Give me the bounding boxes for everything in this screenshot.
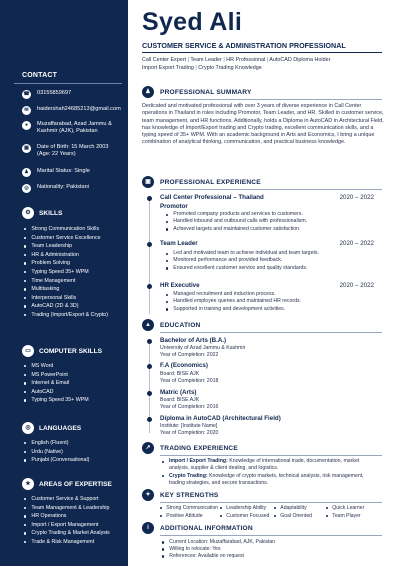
list-item: Ensured excellent customer service and quality standards. (166, 265, 319, 272)
skills-title: SKILLS (39, 209, 63, 217)
degree-title: F.A (Economics) (160, 362, 208, 369)
job-points (166, 250, 319, 272)
list-item: Import / Export Management (24, 521, 110, 530)
computer-skills-title: COMPUTER SKILLS (39, 347, 103, 355)
timeline-dot (147, 242, 152, 247)
marital-text: Marital Status: Single (37, 168, 90, 174)
list-item: Monitored performance and provided feedback. (166, 257, 319, 264)
list-item: Customer Service & Support (24, 495, 110, 504)
tag: Call Center Expert (142, 57, 187, 63)
list-item: MS PowerPoint (24, 371, 89, 380)
header-divider (142, 52, 382, 53)
strengths-title: KEY STRENGTHS (160, 491, 219, 499)
additional-divider (160, 535, 382, 536)
timeline-dot (147, 196, 152, 201)
contact-marital (22, 168, 127, 177)
list-item: Typing Speed 35+ WPM (24, 396, 89, 405)
handshake-icon: ✦ (142, 489, 154, 501)
list-item: Crypto Trading & Market Analysis (24, 529, 110, 538)
star-icon: ★ (22, 478, 34, 490)
degree-institute: Board: BISE AJK (160, 397, 200, 403)
email-text: haidershah24685213@gmail.com (37, 106, 121, 112)
experience-title: PROFESSIONAL EXPERIENCE (160, 178, 261, 186)
graduation-cap-icon: ▲ (142, 319, 154, 331)
list-item: Punjabi (Conversational) (24, 456, 89, 465)
strength-item: Leadership Ability (220, 505, 274, 511)
dob-text: Date of Birth: 15 March 2003 (Age: 22 Years) (37, 144, 109, 157)
education-heading (142, 319, 201, 331)
tag: HR Professional (226, 57, 266, 63)
contact-heading: CONTACT (22, 72, 58, 79)
experience-timeline (149, 196, 150, 314)
trading-title: TRADING EXPERIENCE (160, 444, 238, 452)
skills-list (24, 225, 108, 320)
list-item: Managed recruitment and induction process. (166, 291, 301, 298)
list-item: Team Management & Leadership (24, 504, 110, 513)
summary-title: PROFESSIONAL SUMMARY (160, 88, 252, 96)
person-icon: ♟ (22, 168, 31, 177)
summary-divider (160, 99, 382, 100)
languages-list (24, 439, 89, 465)
skills-heading (22, 207, 62, 219)
contact-dob (22, 144, 117, 158)
briefcase-icon: ▣ (142, 176, 154, 188)
degree-title: Diploma in AutoCAD (Architectural Field) (160, 415, 281, 422)
list-item: Current Location: Muzaffarabad, AJK, Pakistan (162, 539, 275, 546)
computer-skills-heading (22, 345, 102, 357)
list-item: Trade & Risk Management (24, 538, 110, 547)
strength-item: Quick Learner (326, 505, 376, 511)
experience-heading (142, 176, 261, 188)
list-item: Internet & Email (24, 379, 89, 388)
degree-year: Year of Completion: 2020 (160, 430, 219, 436)
strength-item: Goal Oriented (274, 513, 326, 519)
list-item: Trading (Import/Export & Crypto) (24, 311, 108, 320)
tag: Import Export Trading (142, 65, 194, 71)
list-item: Time Management (24, 277, 108, 286)
trading-list (162, 458, 376, 487)
expertise-title: AREAS OF EXPERTISE (39, 480, 112, 488)
list-item: Promoted company products and services to customers. (166, 211, 307, 218)
contact-divider (14, 83, 122, 84)
summary-heading (142, 86, 252, 98)
globe-icon: ◎ (22, 422, 34, 434)
languages-title: LANGUAGES (39, 424, 82, 432)
email-icon: ✉ (22, 106, 31, 115)
degree-institute: University of Azad Jammu & Kashmir (160, 345, 246, 351)
experience-divider (160, 189, 382, 190)
job-title: Team Leader (160, 240, 198, 247)
additional-title: ADDITIONAL INFORMATION (160, 524, 253, 532)
tags-line-2 (142, 64, 382, 72)
list-item: Interpersonal Skills (24, 294, 108, 303)
job-dates: 2020 – 2022 (339, 282, 374, 289)
list-item: References: Available on request (162, 553, 275, 560)
job-subtitle: Promotor (160, 203, 188, 210)
headline-tags (142, 56, 382, 72)
list-item: AutoCAD (24, 388, 89, 397)
trading-text: Knowledge of international trade, documentation, market analysis, supplier & client dealing, and logistics. (169, 458, 360, 472)
list-item: HR Operations (24, 512, 110, 521)
job-points (166, 291, 301, 313)
strength-item: Adaptability (274, 505, 326, 511)
contact-nationality (22, 184, 127, 193)
list-item: Supported in training and development activities. (166, 306, 301, 313)
phone-icon: ☎ (23, 91, 30, 97)
tags-line-1 (142, 56, 382, 64)
list-item: Achieved targets and maintained customer satisfaction. (166, 226, 307, 233)
globe-icon: ◎ (22, 184, 31, 193)
list-item: Typing Speed 35+ WPM (24, 268, 108, 277)
trading-heading (142, 442, 238, 454)
education-divider (160, 332, 382, 333)
contact-location (22, 121, 115, 135)
timeline-dot (147, 364, 152, 369)
languages-heading (22, 422, 81, 434)
trading-label: Import / Export Trading: (169, 458, 228, 464)
monitor-icon: ▭ (22, 345, 34, 357)
tag-separator: | (266, 57, 269, 63)
contact-phone (22, 90, 127, 99)
info-icon: i (142, 522, 154, 534)
list-item: HR & Administration (24, 251, 108, 260)
list-item: Handled inbound and outbound calls with professionalism. (166, 218, 307, 225)
tag-separator: | (195, 65, 197, 71)
tag: AutoCAD Diploma Holder (269, 57, 331, 63)
tag-separator: | (187, 57, 189, 63)
timeline-dot (147, 339, 152, 344)
additional-heading (142, 522, 253, 534)
degree-title: Bachelor of Arts (B.A.) (160, 337, 227, 344)
expertise-list (24, 495, 110, 547)
computer-skills-list (24, 362, 89, 405)
chart-icon: ↗ (142, 442, 154, 454)
degree-institute: Board: BISE AJK (160, 371, 200, 377)
contact-email (22, 106, 128, 115)
gear-icon: ⚙ (22, 207, 34, 219)
list-item: Customer Service Excellence (24, 234, 108, 243)
strength-item: Team Player (326, 513, 376, 519)
candidate-name: Syed Ali (142, 8, 243, 36)
strengths-heading (142, 489, 219, 501)
list-item: MS Word (24, 362, 89, 371)
list-item: Team Leadership (24, 242, 108, 251)
list-item: Willing to relocate: Yes (162, 546, 275, 553)
strengths-grid (160, 505, 384, 519)
degree-year: Year of Completion: 2022 (160, 352, 219, 358)
list-item: AutoCAD (2D & 3D) (24, 302, 108, 311)
job-points (166, 211, 307, 233)
location-text: Muzaffarabad, Azad Jammu & Kashmir (AJK), Pakistan (37, 121, 112, 134)
trading-label: Crypto Trading: (169, 472, 208, 479)
trading-text: Knowledge of crypto markets, technical analysis, risk management, trading strategies, and secure transactions. (169, 472, 364, 486)
phone-text: 03155859697 (37, 90, 72, 96)
strengths-divider (160, 502, 382, 503)
person-icon: ♟ (142, 86, 154, 98)
list-item (162, 473, 376, 488)
list-item: Urdu (Native) (24, 448, 89, 457)
strength-item: Strong Communication (160, 505, 220, 511)
calendar-icon: ▦ (22, 144, 31, 153)
nationality-text: Nationality: Pakistani (37, 184, 89, 190)
tag: Team Leader (190, 57, 222, 63)
tag-separator: | (223, 57, 225, 63)
degree-institute: Institute: [Institute Name] (160, 423, 218, 429)
location-icon: ● (22, 121, 31, 130)
timeline-dot (147, 284, 152, 289)
list-item: English (Fluent) (24, 439, 89, 448)
degree-year: Year of Completion: 2018 (160, 378, 219, 384)
sidebar (0, 0, 128, 566)
degree-year: Year of Completion: 2016 (160, 404, 219, 410)
tag: Crypto Trading Knowledge (198, 65, 262, 71)
list-item: Handled employee queries and maintained HR records. (166, 298, 301, 305)
additional-list (162, 539, 275, 560)
summary-text: Dedicated and motivated professional with over 3 years of diverse experience in Call Center operations in Thailand in roles including Promotor, Team Leader, and HR. Skilled in customer service, team management, and HR functions. Additionally, holds a Diploma in AutoCAD in Architectural Field, has knowledge of Import/Export trading and Crypto trading, excellent communication skills, and a typing speed of 35+ WPM. With an academic background in Arts and Economics, I bring a unique combination of analytical thinking, communication, and practical business knowledge. (142, 103, 384, 146)
job-dates: 2020 – 2022 (339, 240, 374, 247)
candidate-role: CUSTOMER SERVICE & ADMINISTRATION PROFESSIONAL (142, 41, 346, 50)
list-item: Led and motivated team to achieve individual and team targets. (166, 250, 319, 257)
list-item: Strong Communication Skills (24, 225, 108, 234)
degree-title: Matric (Arts) (160, 389, 197, 396)
job-title: HR Executive (160, 282, 200, 289)
timeline-dot (147, 391, 152, 396)
trading-divider (160, 455, 382, 456)
timeline-dot (147, 417, 152, 422)
list-item: Problem Solving (24, 259, 108, 268)
strength-item: Positive Attitude (160, 513, 220, 519)
education-title: EDUCATION (160, 321, 201, 329)
job-title: Call Center Professional – Thailand (160, 194, 264, 201)
job-dates: 2020 – 2022 (339, 194, 374, 201)
list-item (162, 458, 376, 473)
expertise-heading (22, 478, 112, 490)
strength-item: Customer Focused (220, 513, 274, 519)
list-item: Multitasking (24, 285, 108, 294)
